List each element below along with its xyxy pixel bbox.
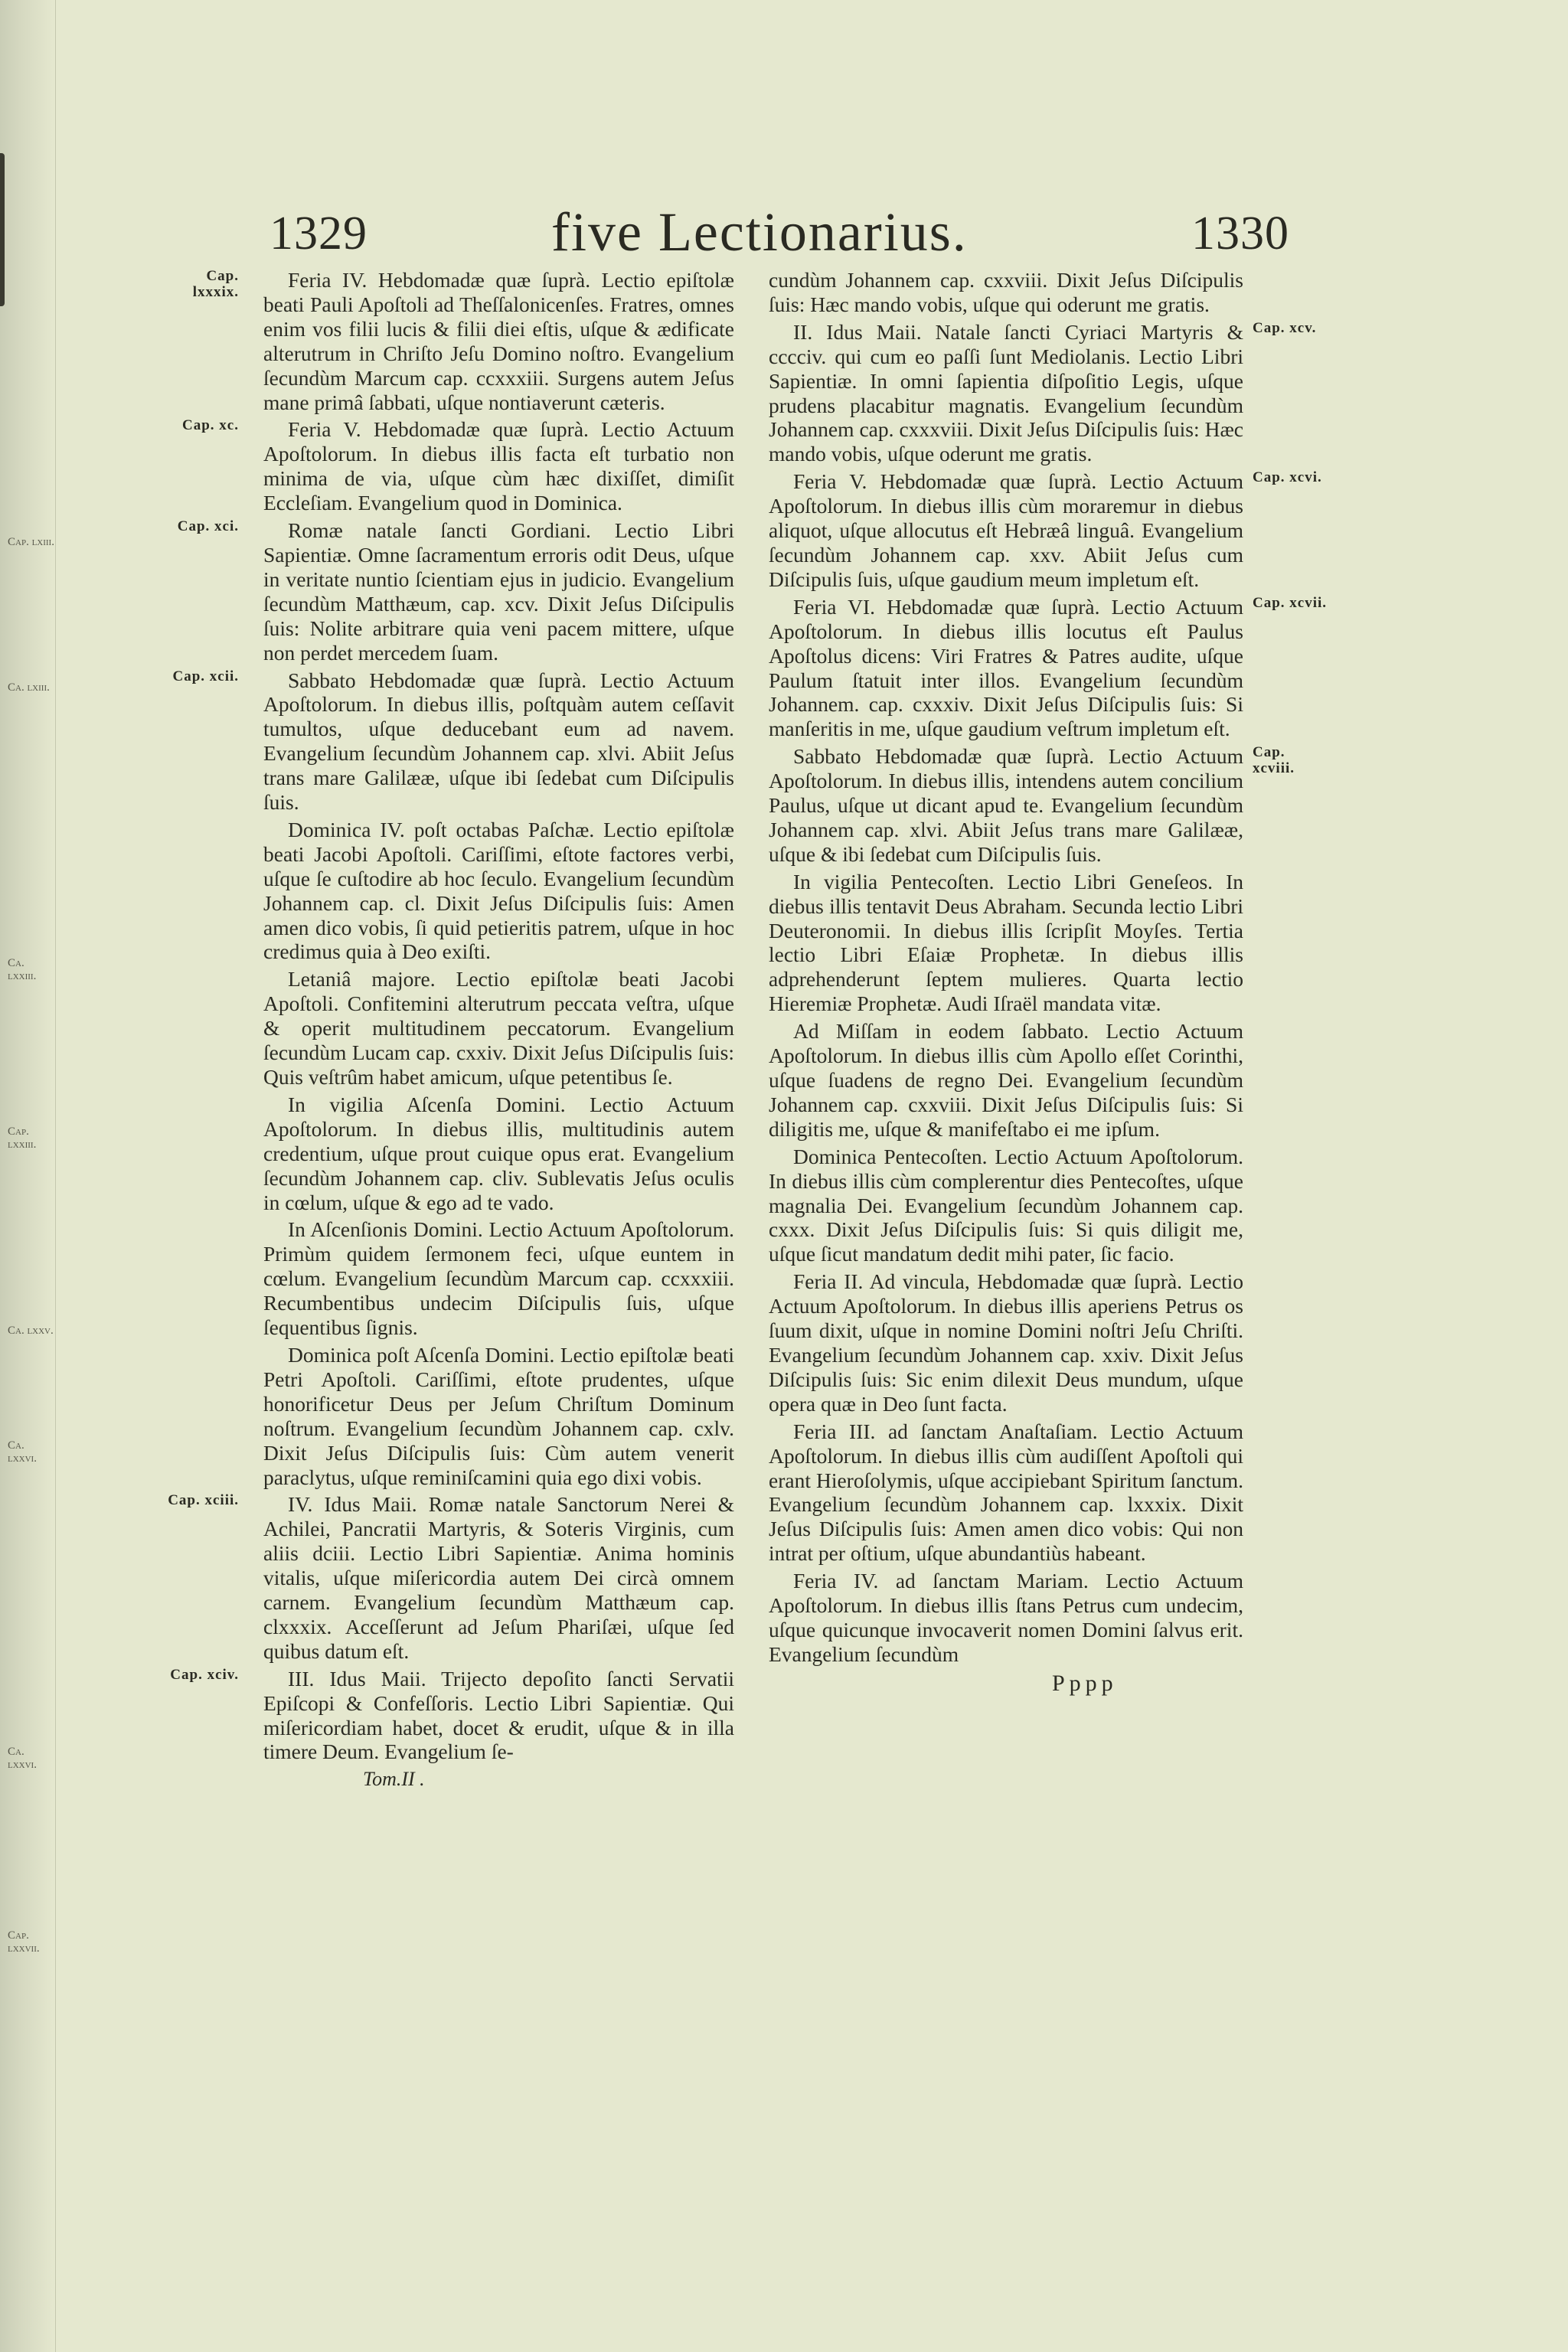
- binding-shadow: [0, 153, 5, 306]
- gutter-mark: Cap. lxxiii.: [8, 1125, 37, 1151]
- gutter-mark: Cap. lxiii.: [8, 536, 54, 548]
- lection-paragraph: [769, 744, 1295, 867]
- chapter-marginal-note: Cap. xcii.: [172, 668, 239, 684]
- lection-paragraph: [769, 870, 1243, 1016]
- lection-paragraph: [769, 1269, 1243, 1416]
- lection-text: Feria IV. ad ſanctam Mariam. Lectio Actuum Apoſtolorum. In diebus illis ſtans Petrus cum undecim, uſque quicunque invocaverit nomen Domini ſalvus erit. Evangelium ſecundùm: [769, 1569, 1243, 1666]
- lection-text: Ad Miſſam in eodem ſabbato. Lectio Actuum Apoſtolorum. In diebus illis cùm Apollo eſſet Corinthi, uſque ſuadens de regno Dei. Evangelium ſecundùm Johannem cap. cxxviii. Dixit Jeſus Diſcipulis ſuis: Si diligitis me, uſque & manifeſtabo ei me ipſum.: [769, 1019, 1243, 1141]
- gutter-mark: Ca. lxxvi.: [8, 1746, 37, 1771]
- lection-paragraph: [769, 1145, 1243, 1267]
- lection-paragraph: [263, 967, 734, 1089]
- chapter-marginal-note: Cap. xcviii.: [1253, 744, 1295, 777]
- lection-paragraph: [769, 594, 1328, 741]
- chapter-marginal-note: Cap. xcvi.: [1253, 469, 1322, 486]
- lection-text: Dominica Pentecoſten. Lectio Actuum Apoſtolorum. In diebus illis cùm complerentur dies Pentecoſtes, uſque magnalia Dei. Evangelium ſecundùm Johannem cap. cxxx. Dixit Jeſus Diſcipulis ſuis: Si quis diligit me, uſque ſicut mandatum dedit mihi pater, ſic facio.: [769, 1144, 1243, 1266]
- lection-text: Letaniâ majore. Lectio epiſtolæ beati Jacobi Apoſtoli. Confitemini alterutrum peccata veſtra, uſque & operit multitudinem peccatorum. Evangelium ſecundùm Lucam cap. cxxiv. Dixit Jeſus Diſcipulis ſuis: Quis veſtrûm habet amicum, uſque petentibus ſe.: [263, 967, 734, 1089]
- lection-text: Feria V. Hebdomadæ quæ ſuprà. Lectio Actuum Apoſtolorum. In diebus illis facta eſt turbatio non minima de via, uſque cùm hæc dixiſſet, dimiſit Eccleſiam. Evangelium quod in Dominica.: [263, 417, 734, 515]
- lection-paragraph: [769, 1019, 1243, 1142]
- lection-text: Feria VI. Hebdomadæ quæ ſuprà. Lectio Actuum Apoſtolorum. In diebus illis locutus eſt Paulus Apoſtolus dicens: Viri Fratres & Patres audite, uſque Paulum ſtatuit inter illos. Evangelium ſecundùm Johannem. cap. cxxxiv. Dixit Jeſus Diſcipulis ſuis: Si manſeritis in me, uſque gaudium veſtrum impletum eſt.: [769, 594, 1243, 741]
- lection-paragraph: [192, 268, 734, 414]
- lection-paragraph: [769, 1569, 1243, 1667]
- chapter-marginal-note: Cap. xc.: [182, 417, 239, 434]
- lection-paragraph: [769, 319, 1317, 466]
- gutter-mark: Ca. lxxvi.: [8, 1439, 37, 1465]
- lection-paragraph: [172, 668, 734, 815]
- gutter-mark: Ca. lxxiii.: [8, 957, 37, 982]
- signature-mark: Pppp: [1052, 1670, 1118, 1696]
- lection-paragraph: [182, 417, 734, 515]
- gutter-mark: Cap. lxxvii.: [8, 1929, 40, 1955]
- lection-text: cundùm Johannem cap. cxxviii. Dixit Jeſus Diſcipulis ſuis: Hæc mando vobis, uſque qui oderunt me gratis.: [769, 268, 1243, 316]
- lection-text: Feria V. Hebdomadæ quæ ſuprà. Lectio Actuum Apoſtolorum. In diebus illis cùm moraremur in diebus aliquot, uſque allocutus eſt Hebræâ linguâ. Evangelium ſecundùm Johannem cap. xxv. Abiit Jeſus cum Diſcipulis ſuis, uſque gaudium meum impletum eſt.: [769, 469, 1243, 591]
- lection-text: In vigilia Pentecoſten. Lectio Libri Geneſeos. In diebus illis tentavit Deus Abraham. Secunda lectio Libri Deuteronomii. In diebus illis ſcripſit Moyſes. Tertia lectio Libri Eſaiæ Prophetæ. In diebus illis adprehenderunt ſeptem mulieres. Quarta lectio Hieremiæ Prophetæ. Audi Iſraël mandata vitæ.: [769, 869, 1243, 1016]
- lection-text: II. Idus Maii. Natale ſancti Cyriaci Martyris & cccciv. qui cum eo paſſi ſunt Mediolanis. Lectio Libri Sapientiæ. In omni ſapientia diſpoſitio Legis, uſque prudens placabitur magnatis. Evangelium ſecundùm Johannem cap. cxxxviii. Dixit Jeſus Diſcipulis ſuis: Hæc mando vobis, uſque oderunt me gratis.: [769, 319, 1243, 466]
- lection-text: Feria II. Ad vincula, Hebdomadæ quæ ſuprà. Lectio Actuum Apoſtolorum. In diebus illis aperiens Petrus os ſuum dixit, uſque in nomine Domini noſtri Jeſu Chriſti. Evangelium ſecundùm Johannem cap. xxiv. Dixit Jeſus Diſcipulis ſuis: Sic enim dilexit Deus mundum, uſque opera quæ in Deo ſunt facta.: [769, 1269, 1243, 1416]
- chapter-marginal-note: Cap. lxxxix.: [192, 268, 239, 300]
- lection-text: In vigilia Aſcenſa Domini. Lectio Actuum Apoſtolorum. In diebus illis, multitudinis autem credentium, uſque prout cuique opus erat. Evangelium ſecundùm Johannem cap. cliv. Sublevatis Jeſus oculis in cœlum, uſque & ego ad te vado.: [263, 1092, 734, 1214]
- volume-footer: Tom.II .: [363, 1768, 425, 1791]
- lection-paragraph: [769, 469, 1322, 592]
- lection-text: Sabbato Hebdomadæ quæ ſuprà. Lectio Actuum Apoſtolorum. In diebus illis, poſtquàm autem ceſſavit tumultos, uſque deducebant eum ad navem. Evangelium ſecundùm Johannem cap. xlvi. Abiit Jeſus trans mare Galilææ, uſque ibi ſedebat cum Diſcipulis ſuis.: [263, 668, 734, 815]
- lection-text: In Aſcenſionis Domini. Lectio Actuum Apoſtolorum. Primùm quidem ſermonem feci, uſque euntem in cœlum. Evangelium ſecundùm Marcum cap. ccxxxiii. Recumbentibus undecim Diſcipulis ſuis, uſque ſequentibus ſignis.: [263, 1217, 734, 1340]
- right-page-number: 1330: [1191, 207, 1289, 260]
- lection-paragraph: [177, 518, 734, 665]
- lection-text: Feria III. ad ſanctam Anaſtaſiam. Lectio Actuum Apoſtolorum. In diebus illis cùm audiſſent Apoſtoli qui erant Hieroſolymis, uſque accipiebant Spiritum ſanctum. Evangelium ſecundùm Johannem cap. lxxxix. Dixit Jeſus Diſcipulis ſuis: Amen amen dico vobis: Qui non intrat per oſtium, uſque abundantiùs habeant.: [769, 1419, 1243, 1566]
- lection-paragraph: [263, 818, 734, 964]
- lection-text: IV. Idus Maii. Romæ natale Sanctorum Nerei & Achilei, Pancratii Martyris, & Soteris Virginis, cum aliis dciii. Lectio Libri Sapientiæ. Anima hominis vitalis, uſque miſericordia autem Dei circà omnem carnem. Evangelium ſecundùm Matthæum cap. clxxxix. Acceſſerunt ad Jeſum Phariſæi, uſque ſed quibus datum eſt.: [263, 1492, 734, 1663]
- left-page-number: 1329: [270, 207, 368, 260]
- chapter-marginal-note: Cap. xciv.: [170, 1666, 239, 1683]
- chapter-marginal-note: Cap. xcv.: [1253, 319, 1317, 336]
- lection-paragraph: [168, 1492, 734, 1663]
- lection-paragraph: [263, 1343, 734, 1489]
- lection-paragraph: [170, 1666, 734, 1765]
- right-text-column: [769, 268, 1328, 1696]
- lection-text: Sabbato Hebdomadæ quæ ſuprà. Lectio Actuum Apoſtolorum. In diebus illis, intendens autem concilium Paulus, uſque ut dicant apud te. Evangelium ſecundùm Johannem cap. xlvi. Abiit Jeſus trans mare Galilææ, uſque & ibi ſedebat cum Diſcipulis ſuis.: [769, 744, 1243, 866]
- chapter-marginal-note: Cap. xcvii.: [1253, 594, 1328, 611]
- lection-text: Dominica IV. poſt octabas Paſchæ. Lectio epiſtolæ beati Jacobi Apoſtoli. Cariſſimi, eſtote factores verbi, uſque ſe cuſtodire ab hoc ſeculo. Evangelium ſecundùm Johannem cap. cl. Dixit Jeſus Diſcipulis ſuis: Amen amen dico vobis, ſi quid petieritis patrem, uſque in hoc credimus quia à Deo exiſti.: [263, 817, 734, 964]
- left-text-column: [168, 268, 734, 1792]
- lection-paragraph: [263, 1093, 734, 1215]
- gutter-mark: Ca. lxiii.: [8, 681, 50, 694]
- gutter-mark: Ca. lxxv.: [8, 1325, 54, 1337]
- lection-text: Dominica poſt Aſcenſa Domini. Lectio epiſtolæ beati Petri Apoſtoli. Cariſſimi, eſtote prudentes, uſque honorificetur Deus per Jeſum Chriſtum Dominum noſtrum. Evangelium ſecundùm Johannem cap. cxlv. Dixit Jeſus Diſcipulis ſuis: Cùm autem venerit paraclytus, uſque reminiſcamini quia ego dixi vobis.: [263, 1342, 734, 1489]
- lection-paragraph: [769, 1419, 1243, 1566]
- book-gutter: [0, 0, 56, 2352]
- chapter-marginal-note: Cap. xci.: [177, 518, 239, 535]
- chapter-marginal-note: Cap. xciii.: [168, 1492, 239, 1509]
- lection-text: Romæ natale ſancti Gordiani. Lectio Libri Sapientiæ. Omne ſacramentum erroris odit Deus, uſque in veritate nuntio ſcientiam ejus in judicio. Evangelium ſecundùm Matthæum, cap. xcv. Dixit Jeſus Diſcipulis ſuis: Nolite arbitrare quia veni pacem mittere, uſque non perdet mercedem ſuam.: [263, 518, 734, 665]
- running-title: five Lectionarius.: [551, 201, 968, 263]
- lection-paragraph: [769, 268, 1243, 317]
- lection-text: III. Idus Maii. Trijecto depoſito ſancti Servatii Epiſcopi & Confeſſoris. Lectio Libri Sapientiæ. Qui miſericordiam habet, docet & erudit, uſque & in illa timere Deum. Evangelium ſe-: [263, 1666, 734, 1764]
- lection-text: Feria IV. Hebdomadæ quæ ſuprà. Lectio epiſtolæ beati Pauli Apoſtoli ad Theſſalonicenſes. Fratres, omnes enim vos filii lucis & filii diei eſtis, uſque & ædificate alterutrum in Chriſto Jeſu Domino noſtro. Evangelium ſecundùm Marcum cap. ccxxxiii. Surgens autem Jeſus mane primâ ſabbati, uſque nontiaverunt cæteris.: [263, 268, 734, 414]
- lection-paragraph: [263, 1217, 734, 1340]
